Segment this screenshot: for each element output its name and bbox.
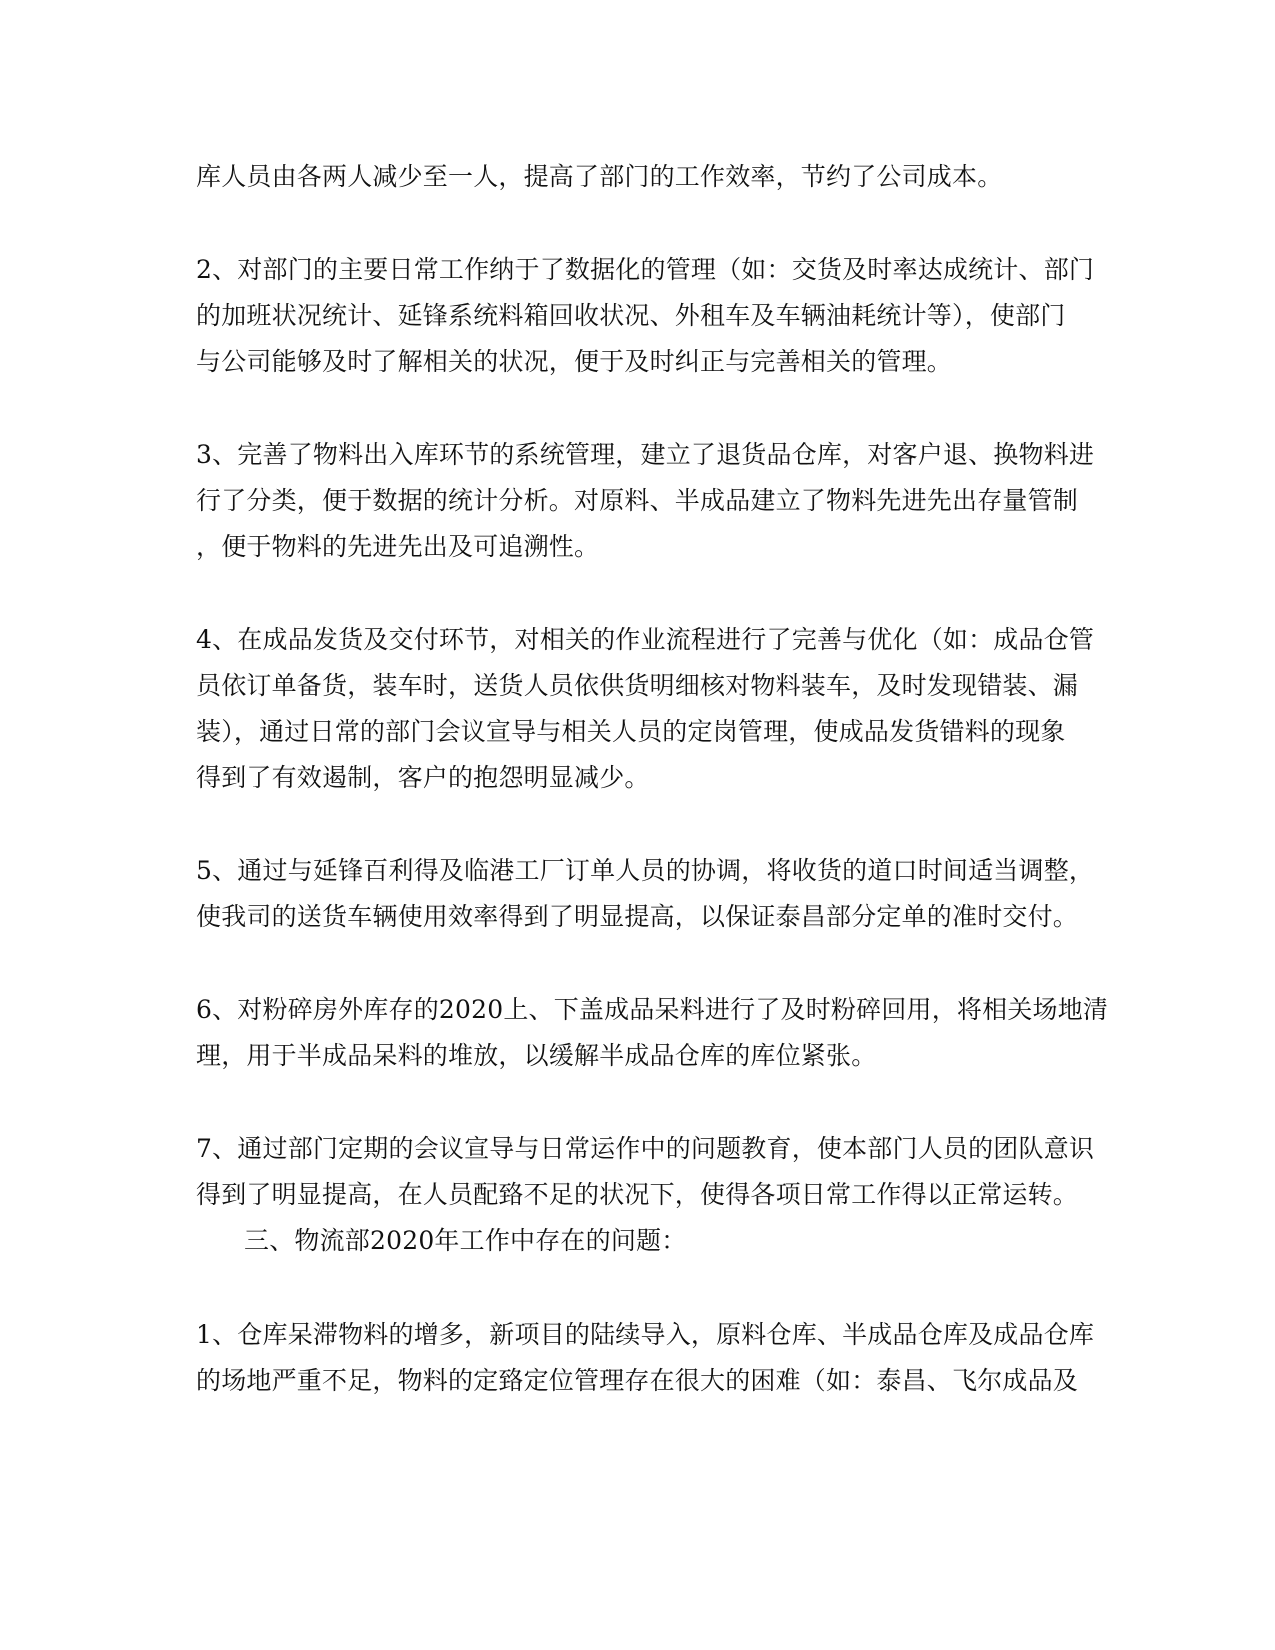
text-line: 装），通过日常的部门会议宣导与相关人员的定岗管理，使成品发货错料的现象 <box>196 717 1066 746</box>
text-line: 1、仓库呆滞物料的增多，新项目的陆续导入，原料仓库、半成品仓库及成品仓库 <box>196 1320 1095 1349</box>
text-line: 的场地严重不足，物料的定臵定位管理存在很大的困难（如：泰昌、飞尔成品及 <box>196 1366 1079 1395</box>
text-line: 与公司能够及时了解相关的状况，便于及时纠正与完善相关的管理。 <box>196 347 953 376</box>
text-line: 6、对粉碎房外库存的2020上、下盖成品呆料进行了及时粉碎回用，将相关场地清 <box>196 995 1109 1024</box>
text-line: 7、通过部门定期的会议宣导与日常运作中的问题教育，使本部门人员的团队意识 <box>196 1134 1095 1163</box>
text-line: 5、通过与延锋百利得及临港工厂订单人员的协调，将收货的道口时间适当调整， <box>196 856 1095 885</box>
text-line: 2、对部门的主要日常工作纳于了数据化的管理（如：交货及时率达成统计、部门 <box>196 255 1095 284</box>
text-line: 使我司的送货车辆使用效率得到了明显提高，以保证泰昌部分定单的准时交付。 <box>196 902 1079 931</box>
section-heading: 三、物流部2020年工作中存在的问题： <box>244 1226 687 1255</box>
text-line: 库人员由各两人减少至一人，提高了部门的工作效率，节约了公司成本。 <box>196 162 1003 191</box>
text-line: 行了分类，便于数据的统计分析。对原料、半成品建立了物料先进先出存量管制 <box>196 486 1079 515</box>
text-line: 理，用于半成品呆料的堆放，以缓解半成品仓库的库位紧张。 <box>196 1041 877 1070</box>
text-line: 得到了有效遏制，客户的抱怨明显减少。 <box>196 763 650 792</box>
text-line: 4、在成品发货及交付环节，对相关的作业流程进行了完善与优化（如：成品仓管 <box>196 625 1095 654</box>
text-line: 员依订单备货，装车时，送货人员依供货明细核对物料装车，及时发现错装、漏 <box>196 671 1079 700</box>
text-line: 3、完善了物料出入库环节的系统管理，建立了退货品仓库，对客户退、换物料进 <box>196 440 1095 469</box>
text-line: 的加班状况统计、延锋系统料箱回收状况、外租车及车辆油耗统计等），使部门 <box>196 301 1066 330</box>
text-line: ，便于物料的先进先出及可追溯性。 <box>196 532 600 561</box>
text-line: 得到了明显提高，在人员配臵不足的状况下，使得各项日常工作得以正常运转。 <box>196 1180 1079 1209</box>
